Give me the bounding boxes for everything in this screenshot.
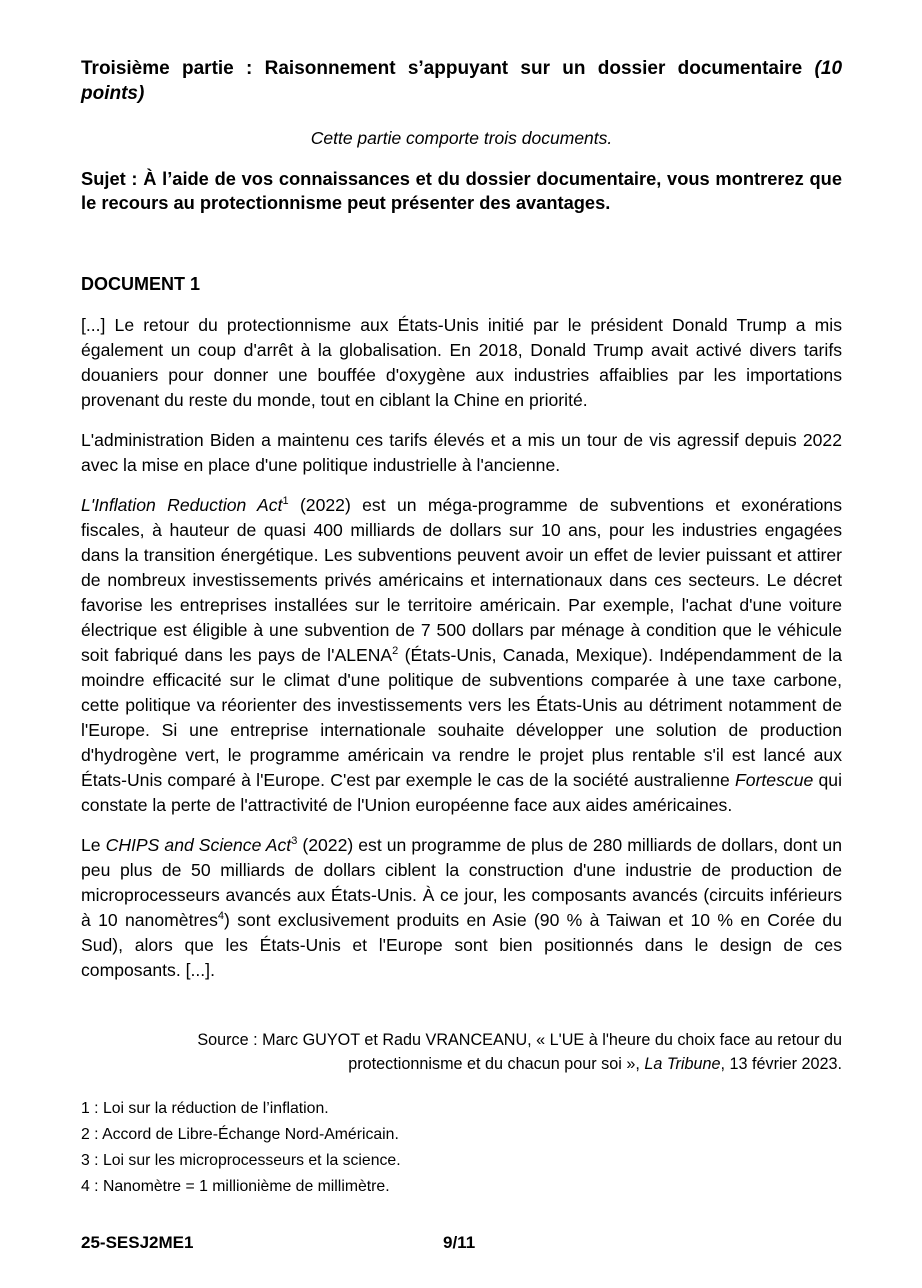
chips-act-title: CHIPS and Science Act <box>105 835 292 855</box>
part-heading <box>81 56 842 106</box>
footnotes <box>81 1096 842 1200</box>
paragraph-4 <box>81 833 842 983</box>
source-publication: La Tribune <box>644 1055 721 1073</box>
paragraph-3-text-b: (États-Unis, Canada, Mexique). Indépendamment de la moindre efficacité sur le climat d'une politique de subventions comparée à une taxe carbone, cette politique va réorienter des investissements vers les États-Unis au détriment notamment de l'Europe. Si une entreprise internationale souhaite développer une solution de production d'hydrogène vert, le programme américain va rendre le projet plus rentable s'il est lancé aux États-Unis comparé à l'Europe. C'est par exemple le cas de la société australienne <box>81 645 842 790</box>
paragraph-4-text-c: ) sont exclusivement produits en Asie (90 % à Taiwan et 10 % en Corée du Sud), alors que les États-Unis et l'Europe sont bien positionnés dans le design de ces composants. [...]. <box>81 910 843 980</box>
page-number: 9/11 <box>443 1233 476 1252</box>
footnote-ref-2: 2 <box>392 645 399 658</box>
exam-code: 25-SESJ2ME1 <box>81 1233 194 1252</box>
inflation-reduction-act-title: L'Inflation Reduction Act <box>81 495 283 515</box>
source-text-a: Source : Marc GUYOT et Radu VRANCEANU, « L'UE à l'heure du choix face au retour du protectionnisme et du chacun pour soi », <box>197 1031 842 1073</box>
footnote-1: 1 : Loi sur la réduction de l’inflation. <box>81 1100 329 1117</box>
paragraph-3 <box>81 493 842 818</box>
footnote-ref-4: 4 <box>217 910 225 923</box>
points-label: (10 points) <box>81 58 843 104</box>
footnote-ref-1: 1 <box>282 495 289 508</box>
paragraph-1: [...] Le retour du protectionnisme aux États-Unis initié par le président Donald Trump a mis également un coup d'arrêt à la globalisation. En 2018, Donald Trump avait activé divers tarifs douaniers pour donner une bouffée d'oxygène aux industries affaiblies par les importations provenant du reste du monde, tout en ciblant la Chine en priorité. <box>81 315 842 410</box>
document-body <box>81 313 842 998</box>
paragraph-4-text-b: (2022) est un programme de plus de 280 milliards de dollars, dont un peu plus de 50 milliards de dollars ciblent la construction d'une industrie de production de microprocesseurs avancés aux États-Unis. À ce jour, les composants avancés (circuits inférieurs à 10 nanomètres <box>81 835 842 930</box>
footnote-2: 2 : Accord de Libre-Échange Nord-Américain. <box>81 1126 399 1143</box>
part-heading-text: Troisième partie : Raisonnement s’appuyant sur un dossier documentaire <box>81 58 803 79</box>
paragraph-3-text-a: (2022) est un méga-programme de subventions et exonérations fiscales, à hauteur de quasi 400 milliards de dollars sur 10 ans, pour les industries engagées dans la transition énergétique. Les subventions peuvent avoir un effet de levier puissant et attirer de nombreux investissements privés américains et internationaux dans ces secteurs. Le décret favorise les entreprises installées sur le territoire américain. Par exemple, l'achat d'une voiture électrique est éligible à une subvention de 7 500 dollars par ménage à condition que le véhicule soit fabriqué dans les pays de l'ALENA <box>81 495 842 665</box>
document-title: DOCUMENT 1 <box>81 274 201 294</box>
footnote-4: 4 : Nanomètre = 1 millionième de millimètre. <box>81 1178 390 1195</box>
documents-note: Cette partie comporte trois documents. <box>310 128 613 148</box>
paragraph-4-text-a: Le <box>81 835 106 855</box>
paragraph-3-text-c: qui constate la perte de l'attractivité de l'Union européenne face aux aides américaines. <box>81 770 843 815</box>
source-citation <box>141 1028 842 1076</box>
fortescue-name: Fortescue <box>735 770 814 790</box>
subject-statement: Sujet : À l’aide de vos connaissances et du dossier documentaire, vous montrerez que le recours au protectionnisme peut présenter des avantages. <box>81 168 842 213</box>
footnote-3: 3 : Loi sur les microprocesseurs et la science. <box>81 1152 401 1169</box>
paragraph-2: L'administration Biden a maintenu ces tarifs élevés et a mis un tour de vis agressif depuis 2022 avec la mise en place d'une politique industrielle à l'ancienne. <box>81 430 842 475</box>
source-text-b: , 13 février 2023. <box>720 1055 842 1073</box>
footnote-ref-3: 3 <box>291 835 298 848</box>
